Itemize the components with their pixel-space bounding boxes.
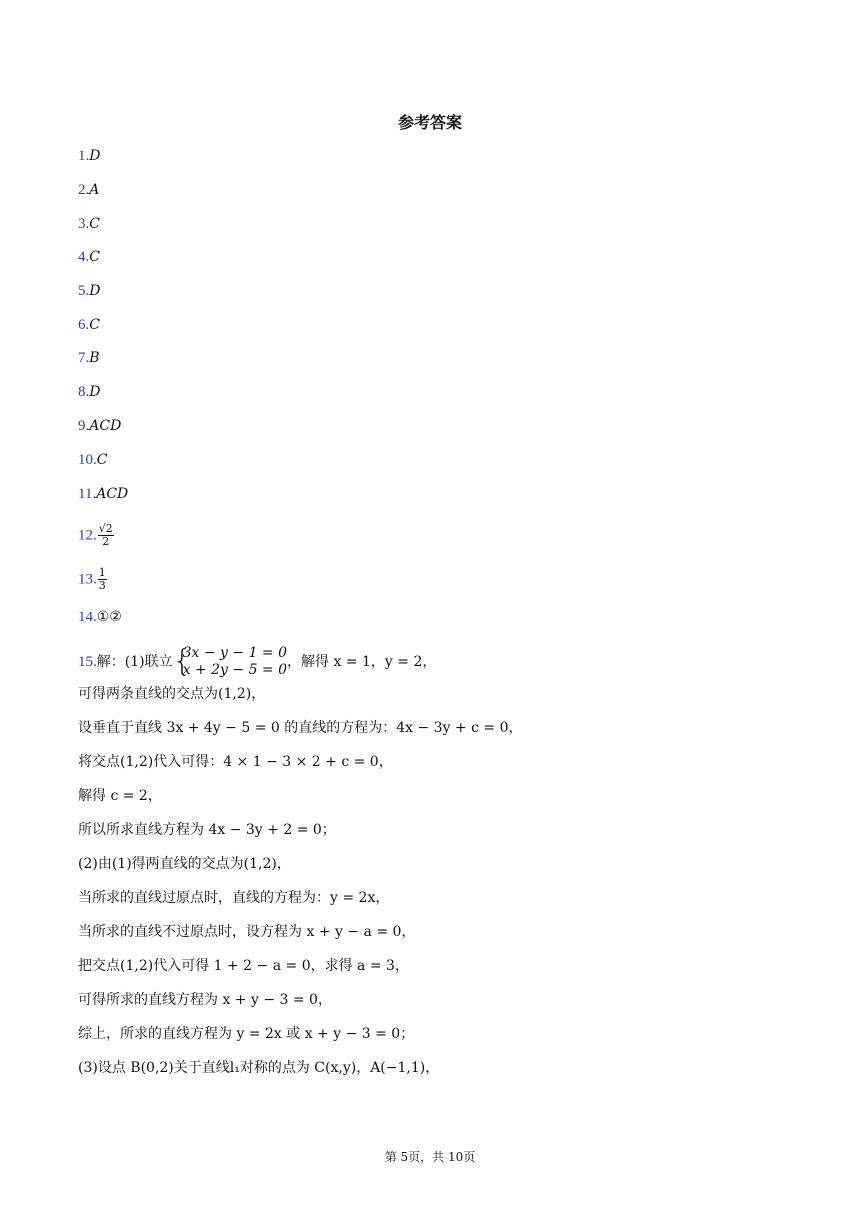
answer-value: ACD [89, 418, 122, 434]
answer-number: 14. [78, 609, 97, 625]
brace-icon: { [172, 644, 192, 679]
answer-item-14 [78, 607, 122, 627]
answer-value: D [89, 148, 101, 164]
answer-item-12 [78, 523, 114, 548]
answer-number: 4. [78, 249, 90, 265]
answer-number: 5. [78, 283, 90, 299]
answer-item [78, 416, 121, 436]
answer-number: 12. [78, 527, 97, 544]
answer-number: 10. [78, 452, 97, 468]
answer-number: 2. [78, 182, 90, 198]
answer-item [78, 146, 100, 166]
answer-value: A [89, 182, 100, 198]
answer-value: ACD [96, 486, 129, 502]
solution-15-first-line: 15.解：(1)联立 { 3x − y − 1 = 0 x + 2y − 5 = 0 ，解得 x = 1，y = 2， [78, 644, 437, 679]
answer-number: 9. [78, 418, 90, 434]
answer-number: 11. [78, 486, 97, 502]
solution-line: 当所求的直线不过原点时，设方程为 x + y − a = 0， [78, 924, 416, 940]
answer-item-13 [78, 567, 107, 592]
solution-line: 将交点(1,2)代入可得：4 × 1 − 3 × 2 + c = 0， [78, 754, 393, 770]
answer-item [78, 247, 100, 267]
answer-value: C [89, 249, 100, 265]
answer-number: 6. [78, 317, 90, 333]
solution-line: 设垂直于直线 3x + 4y − 5 = 0 的直线的方程为：4x − 3y + c = 0， [78, 720, 523, 736]
answer-item [78, 450, 107, 470]
answer-value: C [89, 317, 100, 333]
answer-item [78, 180, 99, 200]
answer-item [78, 382, 100, 402]
solution-line: 综上，所求的直线方程为 y = 2x 或 x + y − 3 = 0； [78, 1026, 415, 1042]
answer-item [78, 281, 100, 301]
fraction: $\frac{1}{3}$ [98, 566, 106, 592]
solution-line: 可得两条直线的交点为(1,2)， [78, 686, 266, 702]
solution-line: (2)由(1)得两直线的交点为(1,2)， [78, 856, 291, 872]
page-title: 参考答案 [397, 113, 462, 132]
answer-value: D [89, 283, 101, 299]
answer-value: C [89, 216, 100, 232]
answer-number: 7. [78, 350, 90, 366]
answer-number: 15. [78, 654, 97, 670]
solution-line: 把交点(1,2)代入可得 1 + 2 − a = 0，求得 a = 3， [78, 958, 409, 974]
answer-item [78, 348, 100, 368]
answer-item [78, 315, 100, 335]
solution-line: 所以所求直线方程为 4x − 3y + 2 = 0； [78, 822, 336, 838]
answer-number: 3. [78, 216, 90, 232]
solution-line: 解得 c = 2， [78, 788, 162, 804]
solution-line: 可得所求的直线方程为 x + y − 3 = 0， [78, 992, 332, 1008]
answer-value: C [96, 452, 108, 468]
solution-line: 当所求的直线过原点时，直线的方程为：y = 2x， [78, 890, 390, 906]
answer-value: D [89, 384, 101, 400]
answer-number: 1. [78, 148, 90, 164]
page-footer: 第 5页，共 10页 [384, 1150, 476, 1164]
solution-line: (3)设点 B(0,2)关于直线l₁对称的点为 C(x,y)，A(−1,1)， [78, 1060, 440, 1076]
answer-number: 13. [78, 571, 97, 588]
answer-value: ①② [96, 609, 122, 625]
answer-item [78, 214, 100, 234]
fraction: $\frac{√2}{2}$ [98, 522, 113, 548]
equation-system: { 3x − y − 1 = 0 x + 2y − 5 = 0 [172, 644, 288, 679]
answer-number: 8. [78, 384, 90, 400]
answer-item [78, 484, 128, 504]
answer-value: B [89, 350, 100, 366]
